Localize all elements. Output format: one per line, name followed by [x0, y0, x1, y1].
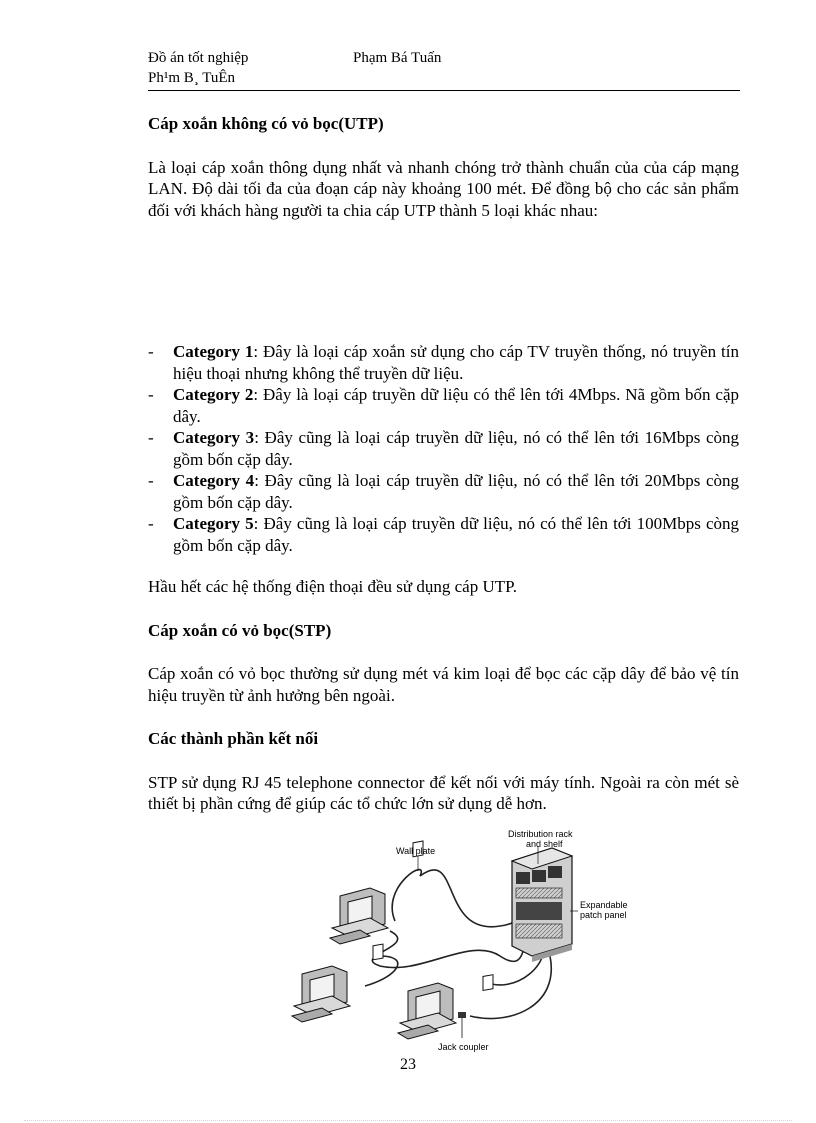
patch-panel-label-line1: Expandable: [580, 900, 628, 910]
page-number: 23: [400, 1056, 416, 1073]
computer-icon: [330, 888, 388, 944]
list-item: - Category 4: Đây cũng là loại cáp truyền dữ liệu, nó có thể lên tới 20Mbps còng gồm bốn cặp dây.: [148, 471, 740, 512]
category-name: Category 3: [173, 428, 255, 447]
page-bottom-border: [24, 1120, 792, 1121]
page-content: [148, 113, 739, 837]
list-item: - Category 2: Đây là loại cáp truyền dữ liệu có thể lên tới 4Mbps. Nã gồm bốn cặp dây.: [148, 385, 740, 426]
utp-intro-paragraph: Là loại cáp xoắn thông dụng nhất và nhanh chóng trở thành chuẩn của của cáp mạng LAN. Độ dài tối đa của đoạn cáp này khoảng 100 mét. Để đồng bộ cho các sản phẩm đối với khách hàng người ta chia cáp UTP thành 5 loại khác nhau:: [148, 157, 739, 220]
category-name: Category 2: [173, 385, 254, 404]
network-cabling-figure: [270, 826, 645, 1058]
rack-label-line2: and shelf: [526, 839, 563, 849]
header-project-title: Đồ án tốt nghiệp: [148, 50, 249, 66]
components-paragraph: STP sử dụng RJ 45 telephone connector để kết nối với máy tính. Ngoài ra còn mét sè thiết bị phần cứng để giúp các tổ chức lớn sử dụng dễ hơn.: [148, 772, 739, 813]
wall-plate-label: Wall plate: [396, 846, 436, 856]
category-list: [148, 341, 739, 556]
header-author: Phạm Bá Tuấn: [353, 50, 442, 66]
category-text: : Đây là loại cáp truyền dữ liệu có thể lên tới 4Mbps. Nã gồm bốn cặp dây.: [173, 385, 740, 426]
header-author-garbled: Ph¹m B¸ TuÊn: [148, 70, 236, 86]
jack-coupler-icon: [458, 1012, 466, 1038]
jack-coupler-label: Jack coupler: [438, 1042, 489, 1052]
utp-heading: Cáp xoắn không có vỏ bọc(UTP): [148, 114, 384, 133]
category-text: : Đây cũng là loại cáp truyền dữ liệu, nó có thể lên tới 16Mbps còng gồm bốn cặp dây.: [173, 428, 740, 469]
header-rule: [148, 90, 740, 91]
distribution-rack: [512, 848, 572, 962]
components-heading: Các thành phần kết nối: [148, 729, 319, 748]
category-text: : Đây là loại cáp xoắn sử dụng cho cáp TV truyền thống, nó truyền tín hiệu thoại nhưng không thể truyền dữ liệu.: [173, 342, 739, 383]
computer-icon: [292, 966, 350, 1022]
list-item: - Category 5: Đây cũng là loại cáp truyền dữ liệu, nó có thể lên tới 100Mbps còng gồm bốn cặp dây.: [148, 514, 740, 555]
category-name: Category 4: [173, 471, 255, 490]
patch-panel-label-line2: patch panel: [580, 910, 627, 920]
category-text: : Đây cũng là loại cáp truyền dữ liệu, nó có thể lên tới 20Mbps còng gồm bốn cặp dây.: [173, 471, 740, 512]
category-name: Category 1: [173, 342, 254, 361]
page-header: [148, 48, 740, 88]
list-item: - Category 3: Đây cũng là loại cáp truyền dữ liệu, nó có thể lên tới 16Mbps còng gồm bốn cặp dây.: [148, 428, 740, 469]
category-name: Category 5: [173, 514, 254, 533]
stp-heading: Cáp xoắn có vỏ bọc(STP): [148, 620, 332, 640]
stp-paragraph: Cáp xoắn có vỏ bọc thường sử dụng mét vá kim loại để bọc các cặp dây để bảo vệ tín hiệu truyền từ ảnh hưởng bên ngoài.: [148, 664, 739, 705]
utp-summary: Hầu hết các hệ thống điện thoại đều sử dụng cáp UTP.: [148, 577, 517, 596]
list-item: - Category 1: Đây là loại cáp xoắn sử dụng cho cáp TV truyền thống, nó truyền tín hiệu thoại nhưng không thể truyền dữ liệu.: [148, 342, 739, 383]
category-text: : Đây cũng là loại cáp truyền dữ liệu, nó có thể lên tới 100Mbps còng gồm bốn cặp dây.: [173, 514, 740, 555]
computer-icon: [398, 983, 456, 1039]
rack-label-line1: Distribution rack: [508, 829, 573, 839]
blank-space: [148, 243, 739, 341]
